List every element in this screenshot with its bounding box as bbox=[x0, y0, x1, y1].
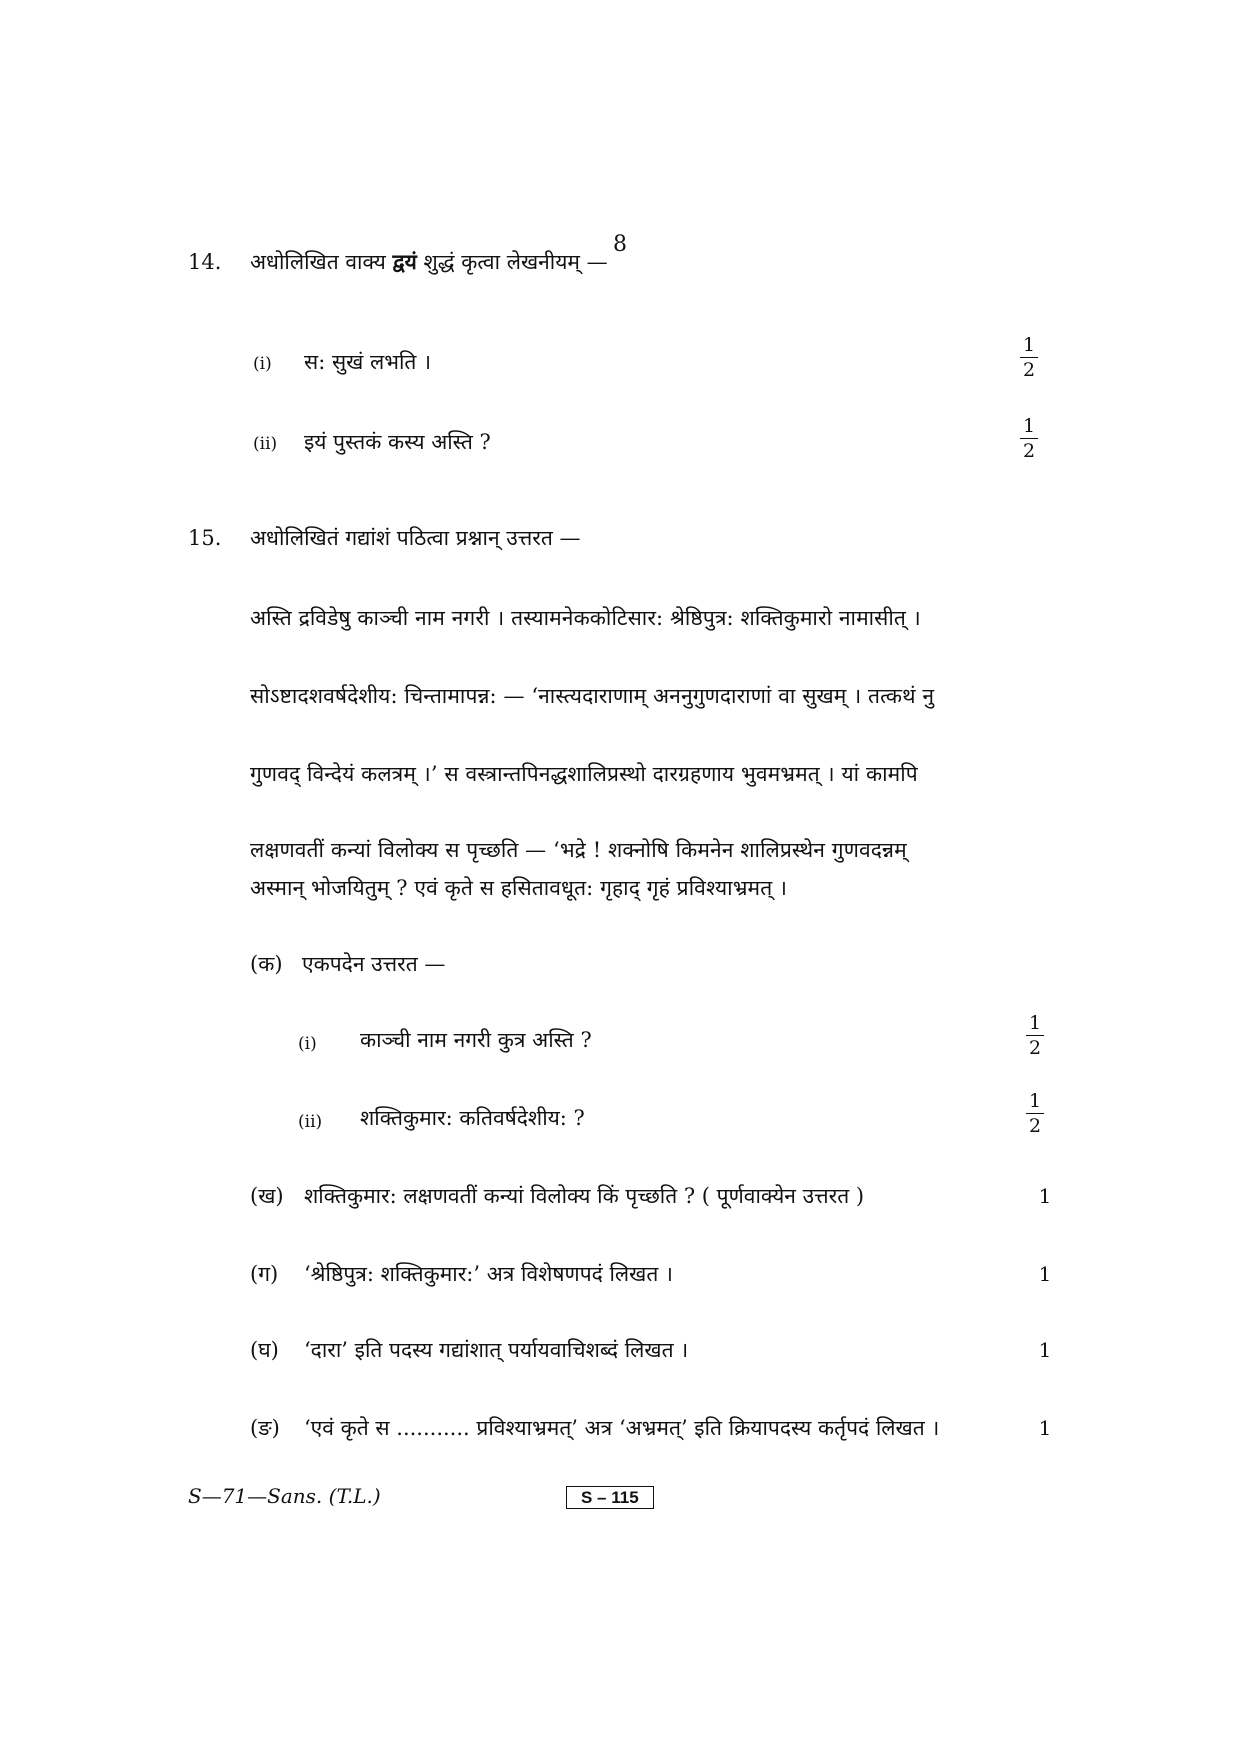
marks-fraction bbox=[1020, 417, 1038, 461]
question-prompt: अधोलिखितं गद्यांशं पठित्वा प्रश्नान् उत्तरत — bbox=[250, 526, 581, 550]
passage-line: गुणवद् विन्देयं कलत्रम् ।’ स वस्त्रान्तपिनद्धशालिप्रस्थो दारग्रहणाय भुवमभ्रमत् । यां कामपि bbox=[250, 762, 918, 786]
passage-line: अस्ति द्रविडेषु काञ्ची नाम नगरी । तस्यामनेककोटिसार: श्रेष्ठिपुत्र: शक्तिकुमारो नामासीत् । bbox=[250, 606, 921, 630]
passage-line: अस्मान् भोजयितुम् ? एवं कृते स हसितावधूत: गृहाद् गृहं प्रविश्याभ्रमत् । bbox=[250, 876, 788, 900]
fraction-numerator: 1 bbox=[1020, 336, 1038, 358]
part-label: (ख) bbox=[250, 1184, 284, 1208]
marks-fraction bbox=[1026, 1092, 1044, 1136]
part-label: (ङ) bbox=[250, 1416, 280, 1440]
marks: 1 bbox=[1038, 1184, 1052, 1208]
part-text: एकपदेन उत्तरत — bbox=[302, 952, 446, 976]
marks: 1 bbox=[1038, 1416, 1052, 1440]
fraction-numerator: 1 bbox=[1026, 1014, 1044, 1036]
part-text: शक्तिकुमार: लक्षणवतीं कन्यां विलोक्य किं पृच्छति ? ( पूर्णवाक्येन उत्तरत ) bbox=[304, 1184, 865, 1208]
fraction-denominator: 2 bbox=[1029, 1037, 1042, 1059]
fraction-numerator: 1 bbox=[1026, 1092, 1044, 1114]
fraction-numerator: 1 bbox=[1020, 417, 1038, 439]
passage-line: सोऽष्टादशवर्षदेशीय: चिन्तामापन्न: — ‘नास्त्यदाराणाम् अननुगुणदाराणां वा सुखम् । तत्कथं नु bbox=[250, 684, 935, 708]
item-text: शक्तिकुमार: कतिवर्षदेशीय: ? bbox=[360, 1106, 585, 1130]
prompt-text: अधोलिखित वाक्य bbox=[250, 250, 393, 274]
part-label: (घ) bbox=[250, 1338, 279, 1362]
marks-fraction bbox=[1026, 1014, 1044, 1058]
item-label: (ii) bbox=[298, 1112, 323, 1132]
fraction-denominator: 2 bbox=[1029, 1115, 1042, 1137]
part-text: ‘श्रेष्ठिपुत्र: शक्तिकुमार:’ अत्र विशेषणपदं लिखत । bbox=[304, 1262, 673, 1286]
marks: 1 bbox=[1038, 1262, 1052, 1286]
part-text: ‘एवं कृते स ........... प्रविश्याभ्रमत्’ अत्र ‘अभ्रमत्’ इति क्रियापदस्य कर्तृपदं लिखत । bbox=[304, 1416, 940, 1440]
part-label: (ग) bbox=[250, 1262, 279, 1286]
item-label: (ii) bbox=[253, 434, 278, 454]
prompt-text: शुद्धं कृत्वा लेखनीयम् — bbox=[416, 250, 608, 274]
part-label: (क) bbox=[250, 952, 283, 976]
item-label: (i) bbox=[253, 354, 272, 374]
item-label: (i) bbox=[298, 1034, 317, 1054]
marks-fraction bbox=[1020, 336, 1038, 380]
item-text: इयं पुस्तकं कस्य अस्ति ? bbox=[304, 430, 491, 454]
question-number: 14. bbox=[188, 250, 222, 274]
fraction-denominator: 2 bbox=[1023, 440, 1036, 462]
page-number: 8 bbox=[613, 232, 627, 257]
paper-code: S—71—Sans. (T.L.) bbox=[188, 1484, 381, 1508]
passage-line: लक्षणवतीं कन्यां विलोक्य स पृच्छति — ‘भद्रे ! शक्नोषि किमनेन शालिप्रस्थेन गुणवदन्नम् bbox=[250, 838, 907, 862]
part-text: ‘दारा’ इति पदस्य गद्यांशात् पर्यायवाचिशब्दं लिखत । bbox=[304, 1338, 689, 1362]
item-text: स: सुखं लभति । bbox=[304, 350, 432, 374]
page-code-badge: S – 115 bbox=[566, 1486, 654, 1509]
fraction-denominator: 2 bbox=[1023, 359, 1036, 381]
question-number: 15. bbox=[188, 526, 222, 550]
marks: 1 bbox=[1038, 1338, 1052, 1362]
prompt-emphasis: द्वयं bbox=[392, 249, 417, 274]
question-prompt bbox=[250, 248, 608, 276]
item-text: काञ्ची नाम नगरी कुत्र अस्ति ? bbox=[360, 1028, 592, 1052]
